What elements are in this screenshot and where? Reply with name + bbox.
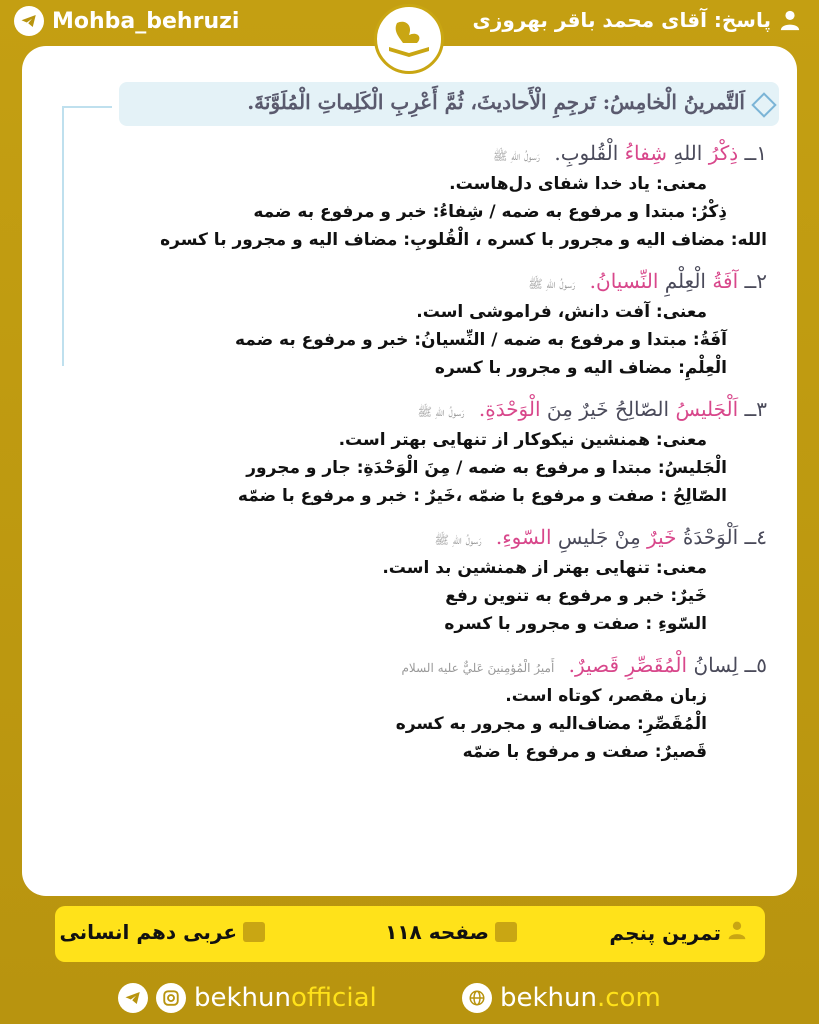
analysis-line: الله: مضاف الیه و مجرور با کسره ، الْقُلوبِ: مضاف الیه و مجرور با کسره bbox=[160, 230, 767, 250]
colored-word: النِّسيانُ. bbox=[589, 269, 659, 293]
hadith-text: ۱ــ ذِكْرُ اللهِ شِفاءُ الْقُلوبِ. رَسولُ اللهِ ﷺ bbox=[492, 141, 767, 165]
telegram-icon bbox=[118, 983, 148, 1013]
social-link[interactable] bbox=[118, 983, 377, 1013]
author-text: پاسخ: آقای محمد باقر بهروزی bbox=[472, 8, 771, 32]
analysis-line: آفَةُ: مبتدا و مرفوع به ضمه / النِّسيانُ: خبر و مرفوع به ضمه bbox=[235, 330, 727, 350]
hadith-source: رَسولُ اللهِ ﷺ bbox=[434, 533, 482, 547]
footer bbox=[0, 975, 819, 1024]
analysis-line: السّوءِ : صفت و مجرور با کسره bbox=[444, 614, 707, 634]
analysis-line: الْجَليسُ: مبتدا و مرفوع به ضمه / مِنَ الْوَحْدَةِ: جار و مجرور bbox=[246, 458, 727, 478]
telegram-handle[interactable] bbox=[14, 6, 239, 36]
colored-word: خَيرٌ bbox=[647, 525, 677, 549]
user-icon bbox=[727, 920, 747, 945]
answer-author bbox=[473, 8, 802, 32]
book-label: عربی دهم انسانی bbox=[59, 920, 265, 944]
handle-text: Mohba_behruzi bbox=[52, 8, 240, 34]
colored-word: اَلْجَليسُ bbox=[675, 397, 739, 421]
meaning-line: معنی: همنشین نیکوکار از تنهایی بهتر است. bbox=[338, 430, 707, 450]
analysis-line: الْمُقَصِّرِ: مضاف‌الیه و مجرور به کسره bbox=[395, 714, 707, 734]
decor-line bbox=[62, 106, 64, 366]
colored-word: شِفاءُ bbox=[624, 141, 667, 165]
hadith-block bbox=[67, 136, 767, 254]
graduation-cap-icon bbox=[243, 922, 265, 942]
hadith-source: رَسولُ اللهِ ﷺ bbox=[417, 405, 465, 419]
decor-line bbox=[62, 106, 112, 108]
hadith-source: رَسولُ اللهِ ﷺ bbox=[528, 277, 576, 291]
meaning-line: زبان مقصر، کوتاه است. bbox=[505, 686, 707, 706]
website-url: bekhun.com bbox=[500, 983, 661, 1013]
hadith-text: ٤ــ اَلْوَحْدَةُ خَيرٌ مِنْ جَليسِ السّوءِ. رَسولُ اللهِ ﷺ bbox=[434, 525, 767, 549]
hadith-number: ٥ــ bbox=[744, 653, 767, 677]
meaning-line: معنی: آفت دانش، فراموشی است. bbox=[416, 302, 707, 322]
hadith-text: ۳ــ اَلْجَليسُ الصّالِحُ خَيرٌ مِنَ الْوَحْدَةِ. رَسولُ اللهِ ﷺ bbox=[417, 397, 767, 421]
brand-logo[interactable] bbox=[374, 4, 444, 74]
exercise-heading: اَلتَّمرينُ الْخامِسُ: تَرجِمِ الْأَحاديثَ، ثُمَّ أَعْرِبِ الْكَلِماتِ الْمُلَوَّنَةَ. bbox=[247, 90, 745, 114]
page-label: صفحه ۱۱۸ bbox=[385, 920, 517, 944]
website-link[interactable] bbox=[462, 983, 661, 1013]
hadith-block bbox=[67, 264, 767, 382]
book-icon bbox=[383, 13, 435, 65]
meaning-line: معنی: تنهایی بهتر از همنشین بد است. bbox=[382, 558, 707, 578]
exercise-info-bar bbox=[55, 906, 765, 962]
colored-word: ذِكْرُ bbox=[708, 141, 739, 165]
meaning-line: معنی: یاد خدا شفای دل‌هاست. bbox=[449, 174, 707, 194]
exercise-label: تمرین پنجم bbox=[609, 920, 747, 945]
analysis-line: الْعِلْمِ: مضاف الیه و مجرور با کسره bbox=[434, 358, 727, 378]
colored-word: قَصيرٌ. bbox=[568, 653, 620, 677]
hadith-number: ۲ــ bbox=[744, 269, 767, 293]
hadith-block bbox=[67, 520, 767, 638]
hadith-block bbox=[67, 392, 767, 510]
colored-word: آفَةُ bbox=[712, 269, 739, 293]
hadith-number: ۳ــ bbox=[744, 397, 767, 421]
exercise-card bbox=[22, 46, 797, 896]
user-icon bbox=[779, 9, 801, 31]
analysis-line: خَيرٌ: خبر و مرفوع به تنوین رفع bbox=[445, 586, 707, 606]
hadith-block bbox=[67, 648, 767, 766]
book-icon bbox=[495, 922, 517, 942]
hadith-number: ٤ــ bbox=[744, 525, 767, 549]
colored-word: الْوَحْدَةِ. bbox=[478, 397, 541, 421]
hadith-text: ٥ــ لِسانُ الْمُقَصِّرِ قَصيرٌ. أَميرُ الْمُؤمِنينَ عَليٌّ عليه السلام bbox=[401, 653, 767, 677]
exercise-content bbox=[67, 136, 767, 776]
colored-word: السّوءِ. bbox=[495, 525, 552, 549]
analysis-line: قَصيرٌ: صفت و مرفوع با ضمّه bbox=[462, 742, 707, 762]
instagram-icon bbox=[156, 983, 186, 1013]
analysis-line: الصّالِحُ : صفت و مرفوع با ضمّه ،خَيرٌ : خبر و مرفوع با ضمّه bbox=[237, 486, 727, 506]
colored-word: الْمُقَصِّرِ bbox=[625, 653, 688, 677]
social-handle: bekhunofficial bbox=[194, 983, 377, 1013]
hadith-source: أَميرُ الْمُؤمِنينَ عَليٌّ عليه السلام bbox=[401, 661, 555, 675]
globe-icon bbox=[462, 983, 492, 1013]
telegram-icon bbox=[14, 6, 44, 36]
hadith-text: ۲ــ آفَةُ الْعِلْمِ النِّسيانُ. رَسولُ اللهِ ﷺ bbox=[528, 269, 767, 293]
analysis-line: ذِكْرُ: مبتدا و مرفوع به ضمه / شِفاءُ: خبر و مرفوع به ضمه bbox=[253, 202, 727, 222]
hadith-number: ۱ــ bbox=[744, 141, 767, 165]
hadith-source: رَسولُ اللهِ ﷺ bbox=[492, 149, 540, 163]
